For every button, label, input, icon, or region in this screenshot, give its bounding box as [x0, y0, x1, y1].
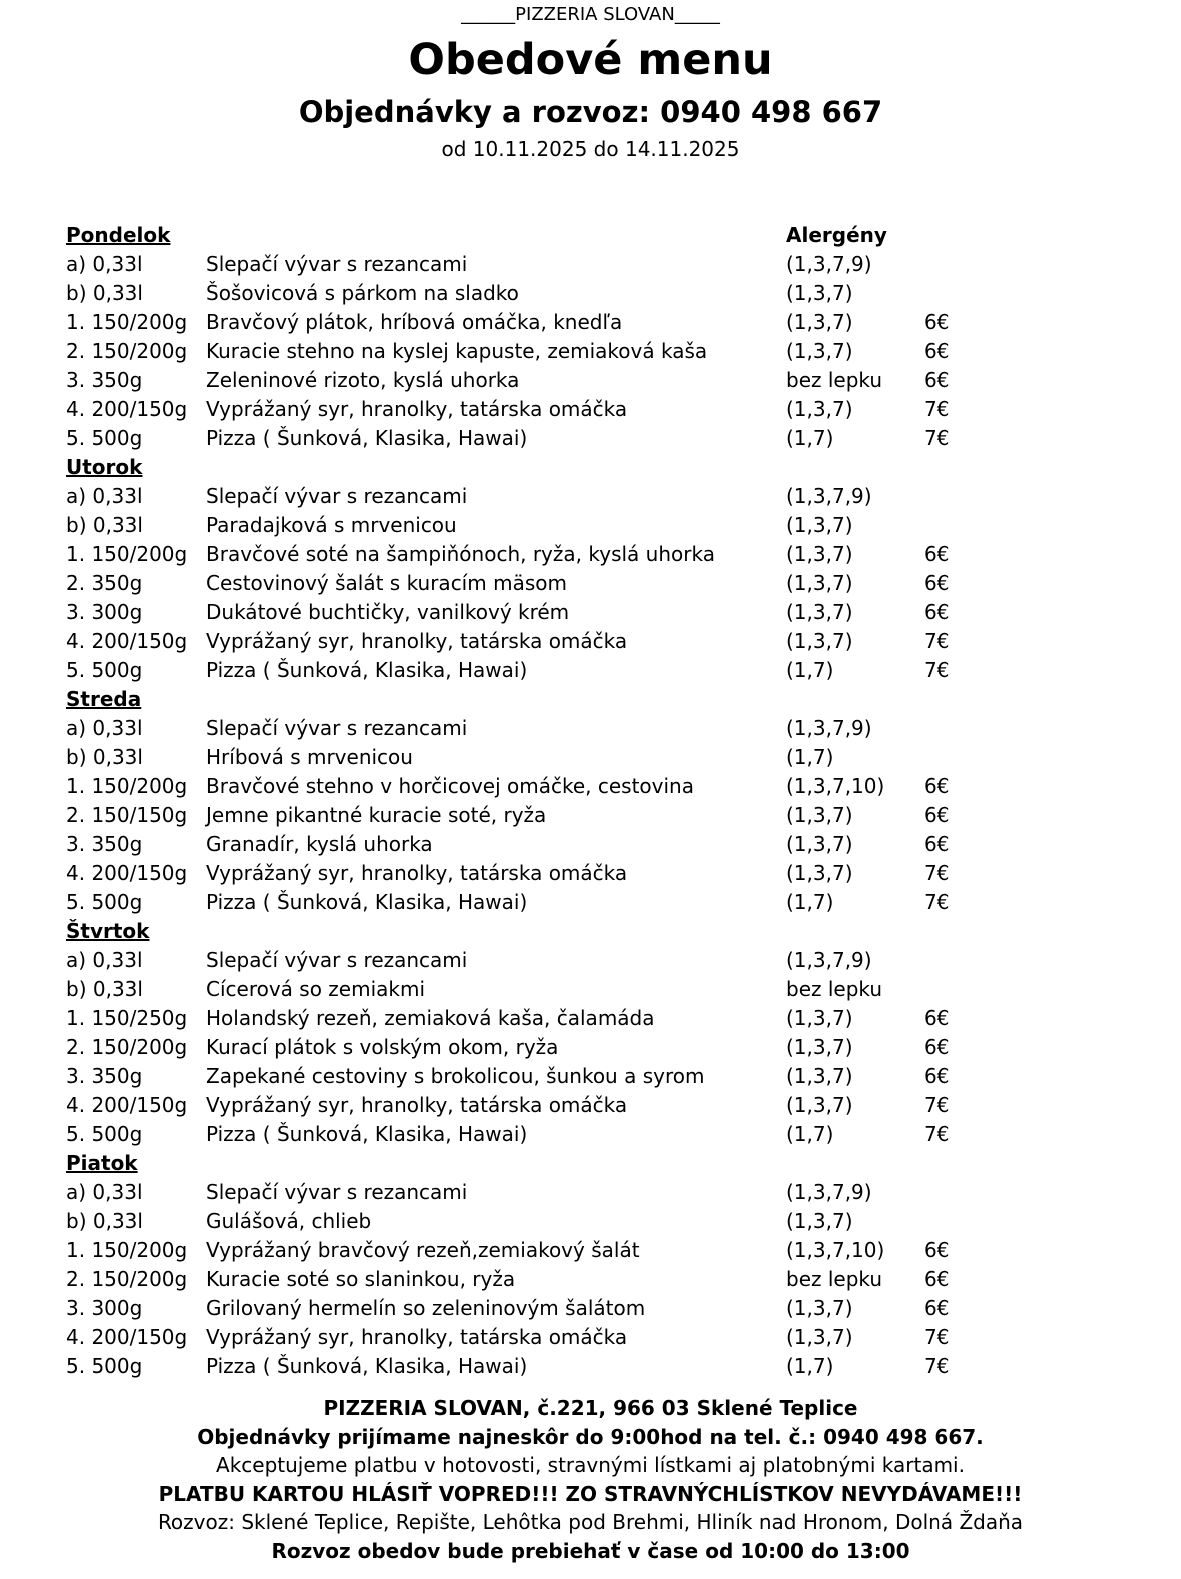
item-allergens: (1,3,7,9) [786, 716, 872, 740]
item-price: 7€ [924, 426, 950, 450]
item-price: 6€ [924, 1064, 950, 1088]
date-range: od 10.11.2025 do 14.11.2025 [441, 137, 740, 161]
item-quantity: 3. 350g [66, 1064, 143, 1088]
item-name: Vyprážaný syr, hranolky, tatárska omáčka [206, 1325, 628, 1349]
order-phone-line: Objednávky a rozvoz: 0940 498 667 [298, 95, 883, 129]
item-name: Dukátové buchtičky, vanilkový krém [206, 600, 570, 624]
menu-item [66, 511, 1126, 540]
item-price: 6€ [924, 571, 950, 595]
item-name: Paradajková s mrvenicou [206, 513, 457, 537]
item-name: Granadír, kyslá uhorka [206, 832, 433, 856]
item-quantity: 3. 300g [66, 1296, 143, 1320]
item-quantity: 5. 500g [66, 1122, 143, 1146]
item-name: Bravčové soté na šampiňónoch, ryža, kyslá uhorka [206, 542, 715, 566]
item-price: 6€ [924, 832, 950, 856]
item-quantity: 3. 350g [66, 832, 143, 856]
item-name: Vyprážaný syr, hranolky, tatárska omáčka [206, 397, 628, 421]
item-allergens: (1,3,7,9) [786, 484, 872, 508]
item-quantity: 1. 150/250g [66, 1006, 188, 1030]
day-header [66, 1149, 1126, 1178]
day-name: Utorok [66, 455, 143, 479]
item-allergens: bez lepku [786, 368, 883, 392]
item-allergens: (1,7) [786, 426, 834, 450]
item-allergens: (1,7) [786, 1122, 834, 1146]
menu-item [66, 1236, 1126, 1265]
item-allergens: (1,3,7) [786, 1296, 853, 1320]
menu-item [66, 975, 1126, 1004]
menu-item [66, 482, 1126, 511]
item-name: Slepačí vývar s rezancami [206, 252, 468, 276]
item-allergens: (1,3,7,9) [786, 1180, 872, 1204]
item-allergens: (1,3,7) [786, 629, 853, 653]
item-price: 6€ [924, 600, 950, 624]
footer-address: PIZZERIA SLOVAN, č.221, 966 03 Sklené Teplice [323, 1396, 858, 1420]
menu-item [66, 569, 1126, 598]
item-quantity: 5. 500g [66, 658, 143, 682]
item-quantity: a) 0,33l [66, 484, 143, 508]
item-price: 6€ [924, 1035, 950, 1059]
item-allergens: bez lepku [786, 977, 883, 1001]
item-allergens: (1,7) [786, 1354, 834, 1378]
item-quantity: 2. 150/200g [66, 1035, 188, 1059]
item-name: Vyprážaný syr, hranolky, tatárska omáčka [206, 629, 628, 653]
item-quantity: 4. 200/150g [66, 1093, 188, 1117]
item-quantity: 1. 150/200g [66, 542, 188, 566]
item-quantity: a) 0,33l [66, 1180, 143, 1204]
menu-item [66, 656, 1126, 685]
item-quantity: a) 0,33l [66, 252, 143, 276]
menu-item [66, 1178, 1126, 1207]
item-name: Vyprážaný syr, hranolky, tatárska omáčka [206, 1093, 628, 1117]
day-header [66, 685, 1126, 714]
menu-item [66, 337, 1126, 366]
item-allergens: (1,3,7) [786, 803, 853, 827]
menu-item [66, 627, 1126, 656]
item-name: Vyprážaný bravčový rezeň,zemiakový šalát [206, 1238, 640, 1262]
footer-order-deadline: Objednávky prijímame najneskôr do 9:00hod na tel. č.: 0940 498 667. [197, 1424, 984, 1449]
menu-item [66, 366, 1126, 395]
item-price: 7€ [924, 1325, 950, 1349]
item-price: 7€ [924, 890, 950, 914]
item-allergens: (1,3,7) [786, 1325, 853, 1349]
menu-item [66, 1352, 1126, 1381]
item-name: Pizza ( Šunková, Klasika, Hawai) [206, 426, 528, 450]
item-price: 6€ [924, 339, 950, 363]
item-allergens: (1,3,7) [786, 339, 853, 363]
item-allergens: (1,3,7,10) [786, 1238, 885, 1262]
item-name: Kuracie stehno na kyslej kapuste, zemiaková kaša [206, 339, 708, 363]
menu-item [66, 830, 1126, 859]
footer-payment: Akceptujeme platbu v hotovosti, stravnými lístkami aj platobnými kartami. [216, 1453, 965, 1478]
item-name: Pizza ( Šunková, Klasika, Hawai) [206, 890, 528, 914]
menu-item [66, 1207, 1126, 1236]
item-price: 6€ [924, 542, 950, 566]
item-allergens: (1,3,7) [786, 542, 853, 566]
item-allergens: (1,3,7) [786, 1035, 853, 1059]
item-price: 6€ [924, 368, 950, 392]
item-name: Slepačí vývar s rezancami [206, 716, 468, 740]
item-name: Gulášová, chlieb [206, 1209, 372, 1233]
item-price: 7€ [924, 658, 950, 682]
item-name: Grilovaný hermelín so zeleninovým šalátom [206, 1296, 646, 1320]
item-quantity: a) 0,33l [66, 948, 143, 972]
item-allergens: (1,3,7) [786, 310, 853, 334]
item-allergens: (1,3,7) [786, 571, 853, 595]
item-quantity: 2. 350g [66, 571, 143, 595]
item-name: Cícerová so zemiakmi [206, 977, 426, 1001]
day-name: Streda [66, 687, 142, 711]
menu-item [66, 801, 1126, 830]
menu-item [66, 1004, 1126, 1033]
item-price: 7€ [924, 861, 950, 885]
menu-item [66, 1120, 1126, 1149]
item-quantity: 2. 150/150g [66, 803, 188, 827]
item-price: 6€ [924, 803, 950, 827]
item-name: Pizza ( Šunková, Klasika, Hawai) [206, 1354, 528, 1378]
item-quantity: 2. 150/200g [66, 1267, 188, 1291]
menu-item [66, 424, 1126, 453]
item-name: Vyprážaný syr, hranolky, tatárska omáčka [206, 861, 628, 885]
menu-item [66, 1323, 1126, 1352]
menu-item [66, 279, 1126, 308]
item-name: Bravčový plátok, hríbová omáčka, knedľa [206, 310, 623, 334]
item-name: Pizza ( Šunková, Klasika, Hawai) [206, 658, 528, 682]
item-quantity: b) 0,33l [66, 281, 143, 305]
item-name: Slepačí vývar s rezancami [206, 948, 468, 972]
brand-line: ______PIZZERIA SLOVAN_____ [461, 4, 720, 25]
item-allergens: (1,3,7) [786, 397, 853, 421]
menu-item [66, 540, 1126, 569]
day-header [66, 221, 1126, 250]
item-name: Zeleninové rizoto, kyslá uhorka [206, 368, 520, 392]
item-quantity: b) 0,33l [66, 1209, 143, 1233]
item-allergens: (1,3,7,9) [786, 948, 872, 972]
page-title: Obedové menu [408, 35, 773, 85]
item-price: 7€ [924, 629, 950, 653]
item-quantity: a) 0,33l [66, 716, 143, 740]
item-quantity: 1. 150/200g [66, 310, 188, 334]
item-quantity: b) 0,33l [66, 745, 143, 769]
footer-card-notice: PLATBU KARTOU HLÁSIŤ VOPRED!!! ZO STRAVNÝCHLÍSTKOV NEVYDÁVAME!!! [158, 1481, 1023, 1506]
item-price: 6€ [924, 774, 950, 798]
item-price: 7€ [924, 397, 950, 421]
item-price: 7€ [924, 1354, 950, 1378]
item-allergens: (1,3,7,10) [786, 774, 885, 798]
day-name: Piatok [66, 1151, 138, 1175]
item-allergens: (1,3,7) [786, 1209, 853, 1233]
menu-item [66, 308, 1126, 337]
item-allergens: (1,3,7) [786, 600, 853, 624]
menu-item [66, 859, 1126, 888]
item-price: 7€ [924, 1093, 950, 1117]
item-allergens: (1,3,7) [786, 1064, 853, 1088]
item-allergens: (1,7) [786, 890, 834, 914]
item-quantity: 5. 500g [66, 890, 143, 914]
item-allergens: (1,3,7,9) [786, 252, 872, 276]
item-quantity: 5. 500g [66, 426, 143, 450]
item-allergens: (1,3,7) [786, 861, 853, 885]
item-quantity: b) 0,33l [66, 513, 143, 537]
menu-item [66, 946, 1126, 975]
footer-delivery-time: Rozvoz obedov bude prebiehať v čase od 10:00 do 13:00 [271, 1538, 910, 1563]
item-quantity: 4. 200/150g [66, 629, 188, 653]
day-name: Štvrtok [66, 919, 150, 943]
footer-delivery-area: Rozvoz: Sklené Teplice, Repište, Lehôtka pod Brehmi, Hliník nad Hronom, Dolná Ždaňa [157, 1510, 1024, 1535]
item-allergens: (1,3,7) [786, 513, 853, 537]
menu-item [66, 1062, 1126, 1091]
item-name: Pizza ( Šunková, Klasika, Hawai) [206, 1122, 528, 1146]
menu-item [66, 395, 1126, 424]
item-quantity: 5. 500g [66, 1354, 143, 1378]
item-quantity: 4. 200/150g [66, 861, 188, 885]
menu-item [66, 1294, 1126, 1323]
menu-item [66, 1033, 1126, 1062]
item-quantity: 4. 200/150g [66, 1325, 188, 1349]
item-quantity: 3. 350g [66, 368, 143, 392]
item-price: 6€ [924, 1267, 950, 1291]
item-name: Jemne pikantné kuracie soté, ryža [206, 803, 547, 827]
menu-item [66, 1091, 1126, 1120]
item-price: 6€ [924, 310, 950, 334]
item-name: Holandský rezeň, zemiaková kaša, čalamáda [206, 1006, 655, 1030]
menu-item [66, 772, 1126, 801]
item-price: 7€ [924, 1122, 950, 1146]
item-quantity: 3. 300g [66, 600, 143, 624]
item-name: Šošovicová s párkom na sladko [206, 281, 519, 305]
footer-info [0, 1394, 1181, 1566]
item-name: Zapekané cestoviny s brokolicou, šunkou a syrom [206, 1064, 705, 1088]
item-name: Slepačí vývar s rezancami [206, 484, 468, 508]
item-quantity: 2. 150/200g [66, 339, 188, 363]
item-allergens: (1,7) [786, 745, 834, 769]
menu-item [66, 250, 1126, 279]
item-price: 6€ [924, 1006, 950, 1030]
menu-item [66, 743, 1126, 772]
item-quantity: 4. 200/150g [66, 397, 188, 421]
item-quantity: b) 0,33l [66, 977, 143, 1001]
item-name: Kurací plátok s volským okom, ryža [206, 1035, 559, 1059]
item-allergens: bez lepku [786, 1267, 883, 1291]
item-price: 6€ [924, 1238, 950, 1262]
item-quantity: 1. 150/200g [66, 774, 188, 798]
menu-item [66, 714, 1126, 743]
item-allergens: (1,3,7) [786, 1006, 853, 1030]
item-allergens: (1,3,7) [786, 1093, 853, 1117]
day-name: Pondelok [66, 223, 171, 247]
item-quantity: 1. 150/200g [66, 1238, 188, 1262]
day-header [66, 917, 1126, 946]
weekly-menu [66, 221, 1126, 1381]
allergens-column-header: Alergény [786, 223, 887, 247]
day-header [66, 453, 1126, 482]
menu-item [66, 888, 1126, 917]
item-price: 6€ [924, 1296, 950, 1320]
menu-item [66, 598, 1126, 627]
item-name: Kuracie soté so slaninkou, ryža [206, 1267, 516, 1291]
item-allergens: (1,3,7) [786, 281, 853, 305]
menu-item [66, 1265, 1126, 1294]
item-name: Slepačí vývar s rezancami [206, 1180, 468, 1204]
item-allergens: (1,3,7) [786, 832, 853, 856]
item-name: Bravčové stehno v horčicovej omáčke, cestovina [206, 774, 694, 798]
item-name: Hríbová s mrvenicou [206, 745, 413, 769]
item-name: Cestovinový šalát s kuracím mäsom [206, 571, 567, 595]
item-allergens: (1,7) [786, 658, 834, 682]
